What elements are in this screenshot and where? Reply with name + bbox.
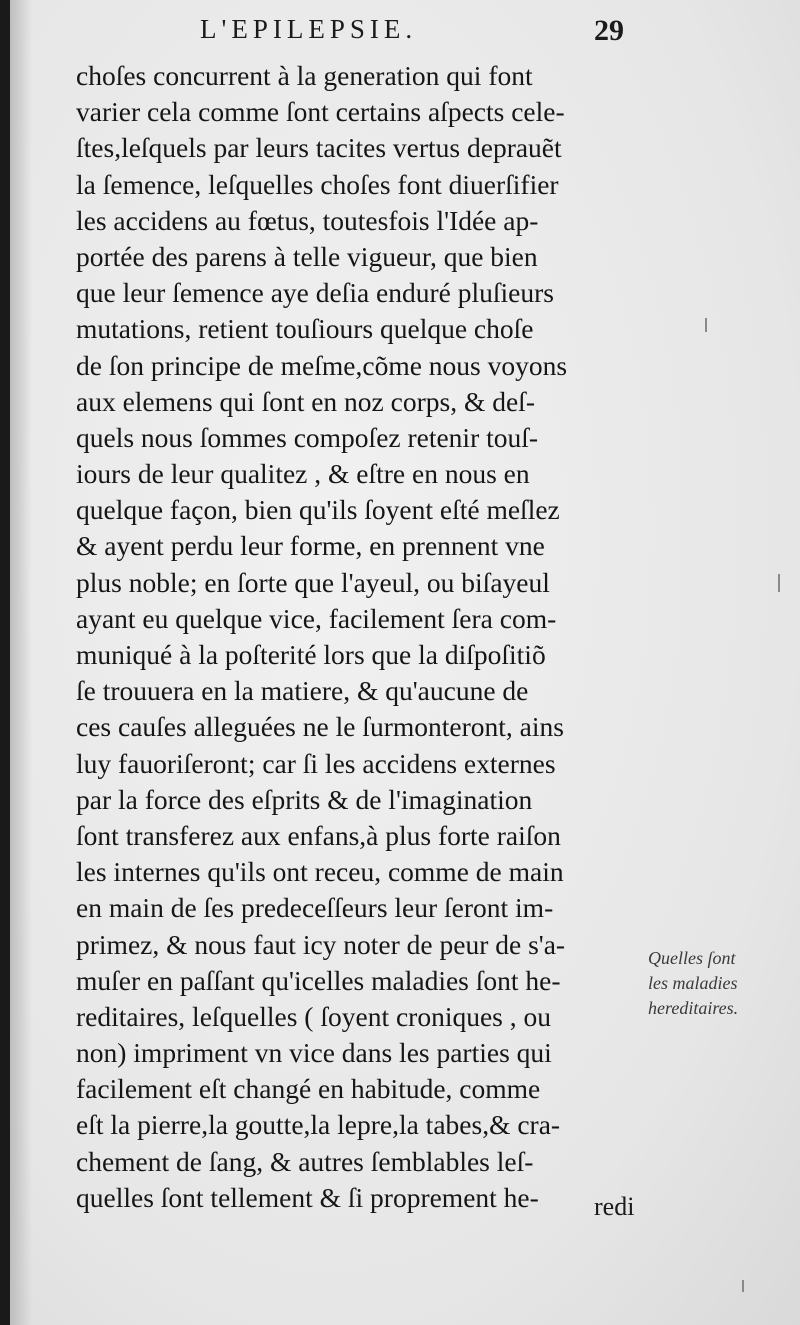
main-text-block [76,58,648,1216]
text-line: plus noble; en ſorte que l'ayeul, ou biſayeul [76,566,550,598]
text-line: non) impriment vn vice dans les parties qui [76,1037,552,1069]
text-line: ſtes,leſquels par leurs tacites vertus deprauẽt [76,132,562,164]
text-line: chement de ſang, & autres ſemblables leſ- [76,1145,534,1177]
page-number: 29 [594,14,624,47]
text-line: muniqué à la poſterité lors que la diſpoſitiõ [76,639,546,670]
text-line: que leur ſemence aye deſia enduré pluſieurs [76,277,554,309]
marginal-note-line: hereditaires. [648,998,739,1018]
text-line: par la force des eſprits & de l'imagination [76,783,533,815]
text-line: ayant eu quelque vice, facilement ſera com- [76,602,557,634]
text-line: aux elemens qui ſont en noz corps, & deſ- [76,385,535,417]
marginal-note [648,946,798,1021]
text-line: de ſon principe de meſme,cõme nous voyons [76,349,568,381]
text-line: portée des parens à telle vigueur, que bien [76,240,538,272]
text-line: luy fauoriſeront; car ſi les accidens externes [76,747,556,779]
text-line: les accidens au fœtus, toutesfois l'Idée ap- [76,204,539,236]
text-line: varier cela comme ſont certains aſpects cele- [76,96,565,128]
text-line: reditaires, leſquelles ( ſoyent croniques , ou [76,1000,551,1032]
text-line: ſont transferez aux enfans,à plus forte raiſon [76,819,561,851]
book-page [10,0,800,1325]
text-line: muſer en paſſant qu'icelles maladies ſont he- [76,964,561,996]
text-line: facilement eſt changé en habitude, comme [76,1073,541,1105]
text-line: quels nous ſommes compoſez retenir touſ- [76,421,539,453]
text-line: primez, & nous faut icy noter de peur de s'a- [76,928,566,960]
text-line: ſe trouuera en la matiere, & qu'aucune de [76,675,529,707]
marginal-note-line: les maladies [648,973,738,993]
paper-blemish [742,1280,744,1292]
text-line: eſt la pierre,la goutte,la lepre,la tabes,& cra- [76,1109,561,1141]
page-gutter-shadow [10,0,32,1325]
text-line: les internes qu'ils ont receu, comme de main [76,856,564,888]
marginal-note-line: Quelles ſont [648,948,736,968]
text-line: ces cauſes alleguées ne le ſurmonteront, ains [76,711,564,743]
text-line: la ſemence, leſquelles choſes font diuerſifier [76,168,559,200]
text-line: mutations, retient touſiours quelque choſe [76,313,534,345]
text-line: quelque façon, bien qu'ils ſoyent eſté meſlez [76,494,560,526]
paper-blemish [705,318,707,332]
text-line: en main de ſes predeceſſeurs leur ſeront im- [76,892,554,924]
text-line: choſes concurrent à la generation qui font [76,60,533,91]
paper-blemish [778,574,780,592]
running-head: L'EPILEPSIE. [200,14,418,44]
text-line: iours de leur qualitez , & eſtre en nous en [76,458,530,490]
text-line: & ayent perdu leur forme, en prennent vne [76,530,545,562]
catchword: redi [594,1192,635,1221]
text-line: quelles ſont tellement & ſi proprement he- [76,1181,539,1213]
